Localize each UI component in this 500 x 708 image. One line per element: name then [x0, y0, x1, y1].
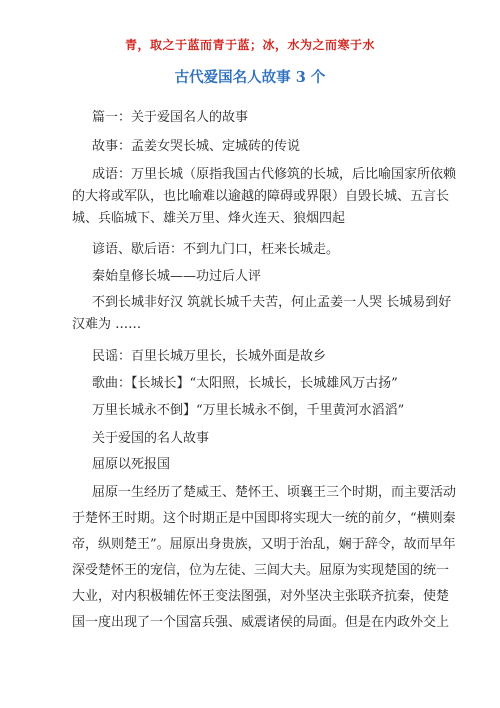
text-line: 屈原一生经历了楚威王、楚怀王、顷襄王三个时期，而主要活动 [92, 485, 457, 500]
text-line: 大业，对内积极辅佐怀王变法图强，对外坚决主张联齐抗秦，使楚 [72, 589, 450, 604]
text-line: 不到长城非好汉 筑就长城千夫苦，何止孟姜一人哭 长城易到好 [92, 295, 452, 310]
document-title: 古代爱国名人故事 3 个 [174, 69, 326, 86]
great-wall-paragraph [72, 292, 452, 336]
text-line: 于楚怀王时期。这个时期正是中国即将实现大一统的前夕，“横则秦 [72, 511, 456, 526]
qu-yuan-paragraph [72, 482, 457, 638]
song-paragraph [72, 373, 432, 395]
stories-paragraph [72, 136, 432, 158]
qin-paragraph [72, 266, 432, 288]
header-motto: 青，取之于蓝而青于蓝；冰，水为之而寒于水 [124, 38, 375, 52]
text-line: 篇一：关于爱国名人的故事 [92, 110, 249, 125]
proverbs-paragraph [72, 239, 432, 261]
text-line: 深受楚怀王的宠信，位为左徒、三闾大夫。屈原为实现楚国的统一 [72, 563, 450, 578]
section-heading-famous-people [72, 428, 432, 450]
text-line: 故事：孟姜女哭长城、定城砖的传说 [92, 139, 301, 154]
text-line: 帝，纵则楚王”。屈原出身贵族，又明于治乱，娴于辞令，故而早年 [72, 537, 456, 552]
text-line: 成语：万里长城（原指我国古代修筑的长城，后比喻国家所依赖 [92, 167, 457, 182]
idioms-paragraph [72, 164, 457, 230]
ballad-paragraph [72, 346, 432, 368]
text-line: 汉难为 …… [72, 317, 142, 332]
story-heading-qu-yuan [72, 454, 432, 476]
text-line: 万里长城永不倒】“万里长城永不倒，千里黄河水滔滔” [92, 403, 405, 418]
text-line: 屈原以死报国 [92, 457, 171, 472]
text-line: 关于爱国的名人故事 [92, 431, 210, 446]
text-line: 城、兵临城下、雄关万里、烽火连天、狼烟四起 [72, 211, 346, 226]
section-one-heading [72, 107, 432, 129]
text-line: 国一度出现了一个国富兵强、威震诸侯的局面。但是在内政外交上 [72, 615, 450, 630]
text-line: 谚语、歇后语：不到九门口，枉来长城走。 [92, 242, 340, 257]
text-line: 的大将或军队，也比喻难以逾越的障碍或界限）自毁长城、五言长 [72, 189, 450, 204]
text-line: 秦始皇修长城——功过后人评 [92, 269, 262, 284]
text-line: 民谣：百里长城万里长，长城外面是故乡 [92, 349, 327, 364]
song-two-paragraph [72, 400, 432, 422]
text-line: 歌曲：【长城长】“太阳照，长城长，长城雄风万古扬” [92, 376, 398, 391]
